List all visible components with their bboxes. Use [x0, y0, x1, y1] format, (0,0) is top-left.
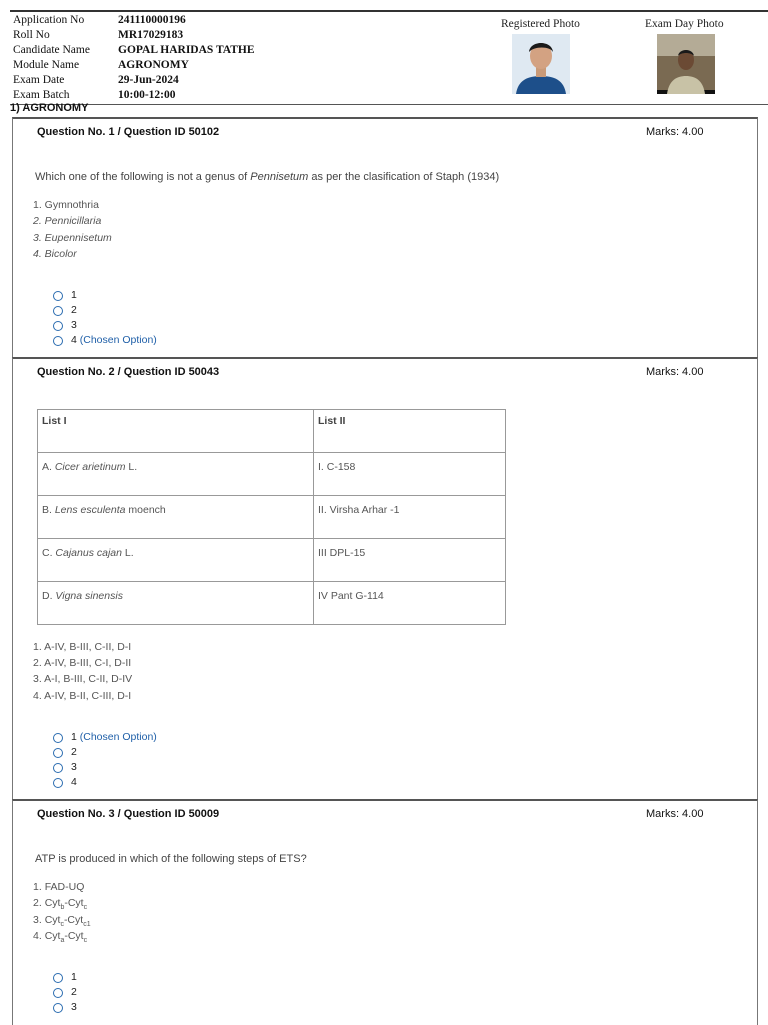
- field-value: 241110000196: [118, 14, 186, 26]
- radio-label: 3: [71, 761, 77, 773]
- chosen-option-label: (Chosen Option): [79, 731, 157, 743]
- radio-button[interactable]: [53, 748, 63, 758]
- field-label: Module Name: [13, 59, 80, 71]
- field-label: Exam Batch: [13, 89, 70, 101]
- question-text: [35, 171, 499, 183]
- answer-option: [33, 199, 99, 211]
- radio-button[interactable]: [53, 988, 63, 998]
- answer-option-text: 3. Eupennisetum: [33, 232, 112, 244]
- field-label: Roll No: [13, 29, 50, 41]
- chosen-option-label: (Chosen Option): [79, 334, 157, 346]
- question-card: [12, 117, 758, 358]
- question-card: [12, 799, 758, 1025]
- radio-button[interactable]: [53, 291, 63, 301]
- candidate-header: [10, 10, 768, 105]
- field-value: GOPAL HARIDAS TATHE: [118, 44, 255, 56]
- table-cell: III DPL-15: [314, 539, 506, 582]
- table-cell: D. Vigna sinensis: [38, 582, 314, 625]
- answer-option: 3. Cyt$_c$-Cyt$_{c1}$: [33, 914, 91, 929]
- field-label: Application No: [13, 14, 85, 26]
- table-cell: C. Cajanus cajan L.: [38, 539, 314, 582]
- radio-label: 2: [71, 746, 77, 758]
- registered-photo-label: Registered Photo: [501, 18, 580, 30]
- column-header: List I: [38, 410, 314, 453]
- answer-option: 1. A-IV, B-III, C-II, D-I: [33, 641, 132, 653]
- answer-option: 1. FAD-UQ: [33, 881, 85, 893]
- answer-option-text: 2. Pennicillaria: [33, 215, 102, 227]
- answer-option: [33, 215, 101, 227]
- question-title: Question No. 1 / Question ID 50102: [37, 126, 220, 138]
- table-cell: A. Cicer arietinum L.: [38, 453, 314, 496]
- radio-button[interactable]: [53, 1003, 63, 1013]
- radio-button[interactable]: [53, 306, 63, 316]
- table-row: [38, 453, 506, 496]
- field-value: MR17029183: [118, 29, 184, 41]
- answer-option: [33, 232, 112, 244]
- question-text-part: as per the clasification of Staph (1934): [308, 171, 500, 183]
- radio-button[interactable]: [53, 973, 63, 983]
- answer-option: 4. A-IV, B-II, C-III, D-I: [33, 690, 132, 702]
- radio-button[interactable]: [53, 763, 63, 773]
- question-title: Question No. 3 / Question ID 50009: [37, 808, 220, 820]
- radio-button[interactable]: [53, 778, 63, 788]
- field-label: Candidate Name: [13, 44, 90, 56]
- field-label: Exam Date: [13, 74, 65, 86]
- table-cell: B. Lens esculenta moench: [38, 496, 314, 539]
- question-text: ATP is produced in which of the following steps of ETS?: [35, 853, 307, 865]
- table-header-row: [38, 410, 506, 453]
- question-text-part: Which one of the following is not a genus of: [35, 171, 251, 183]
- exam-day-photo: [657, 34, 715, 94]
- table-row: [38, 582, 506, 625]
- radio-label: 3: [71, 319, 77, 331]
- radio-button[interactable]: [53, 321, 63, 331]
- answer-option-text: 1. Gymnothria: [33, 199, 99, 211]
- answer-option: 2. A-IV, B-III, C-I, D-II: [33, 657, 132, 669]
- answer-option: 3. A-I, B-III, C-II, D-IV: [33, 673, 133, 685]
- radio-label: 1: [71, 971, 77, 983]
- answer-option-text: 4. Bicolor: [33, 248, 77, 260]
- radio-button[interactable]: [53, 733, 63, 743]
- field-value: AGRONOMY: [118, 59, 189, 71]
- table-cell: IV Pant G-114: [314, 582, 506, 625]
- exam-day-photo-label: Exam Day Photo: [645, 18, 724, 30]
- radio-label: 4 (Chosen Option): [71, 334, 157, 346]
- registered-photo: [512, 34, 570, 94]
- radio-label: 1: [71, 289, 77, 301]
- table-row: [38, 496, 506, 539]
- field-value: 29-Jun-2024: [118, 74, 179, 86]
- question-marks: Marks: 4.00: [646, 366, 704, 378]
- column-header: List II: [314, 410, 506, 453]
- radio-label: 2: [71, 304, 77, 316]
- radio-label: 2: [71, 986, 77, 998]
- radio-label: 4: [71, 776, 77, 788]
- field-value: 10:00-12:00: [118, 89, 176, 101]
- table-row: [38, 539, 506, 582]
- radio-label: 1 (Chosen Option): [71, 731, 157, 743]
- answer-option: [33, 248, 77, 260]
- answer-option: 4. Cyt$_a$-Cyt$_c$: [33, 930, 88, 945]
- radio-label: 3: [71, 1001, 77, 1013]
- table-cell: I. C-158: [314, 453, 506, 496]
- question-title: Question No. 2 / Question ID 50043: [37, 366, 220, 378]
- answer-option: 2. Cyt$_b$-Cyt$_c$: [33, 897, 88, 912]
- match-list-table: [37, 409, 506, 625]
- question-marks: Marks: 4.00: [646, 126, 704, 138]
- table-cell: II. Virsha Arhar -1: [314, 496, 506, 539]
- question-card: [12, 357, 758, 800]
- question-marks: Marks: 4.00: [646, 808, 704, 820]
- section-title: 1) AGRONOMY: [10, 102, 89, 114]
- radio-button[interactable]: [53, 336, 63, 346]
- question-text-italic: Pennisetum: [250, 171, 309, 183]
